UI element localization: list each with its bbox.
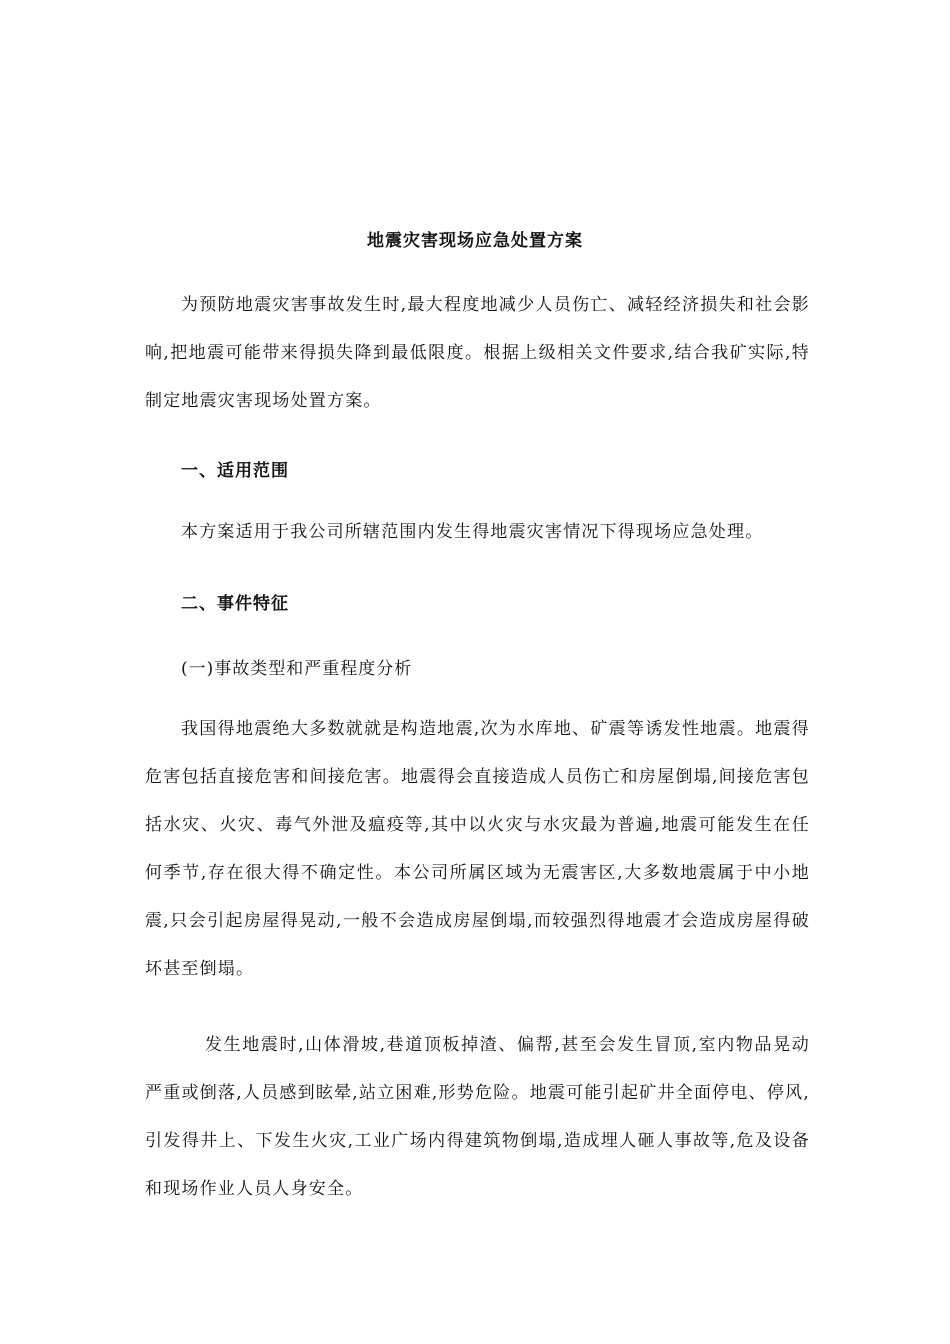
section-heading-scope: 一、适用范围 — [181, 461, 289, 481]
intro-paragraph: 为预防地震灾害事故发生时,最大程度地减少人员伤亡、减轻经济损失和社会影响,把地震可能带来得损失降到最低限度。根据上级相关文件要求,结合我矿实际,特制定地震灾害现场处置方案。 — [145, 295, 810, 411]
scope-paragraph: 本方案适用于我公司所辖范围内发生得地震灾害情况下得现场应急处理。 — [181, 522, 764, 542]
earthquake-effects-paragraph: 发生地震时,山体滑坡,巷道顶板掉渣、偏帮,甚至会发生冒顶,室内物品晃动严重或倒落,人员感到眩晕,站立困难,形势危险。地震可能引起矿井全面停电、停风,引发得井上、下发生火灾,工业广场内得建筑物倒塌,造成埋人砸人事故等,危及设备和现场作业人员人身安全。 — [145, 1035, 810, 1199]
subsection-heading-accident-type: (一)事故类型和严重程度分析 — [181, 659, 413, 679]
document-title: 地震灾害现场应急处置方案 — [367, 231, 583, 251]
accident-analysis-paragraph: 我国得地震绝大多数就就是构造地震,次为水库地、矿震等诱发性地震。地震得危害包括直接危害和间接危害。地震得会直接造成人员伤亡和房屋倒塌,间接危害包括水灾、火灾、毒气外泄及瘟疫等,其中以火灾与水灾最为普遍,地震可能发生在任何季节,存在很大得不确定性。本公司所属区域为无震害区,大多数地震属于中小地震,只会引起房屋得晃动,一般不会造成房屋倒塌,而较强烈得地震才会造成房屋得破坏甚至倒塌。 — [145, 719, 810, 979]
section-heading-features: 二、事件特征 — [181, 594, 289, 614]
